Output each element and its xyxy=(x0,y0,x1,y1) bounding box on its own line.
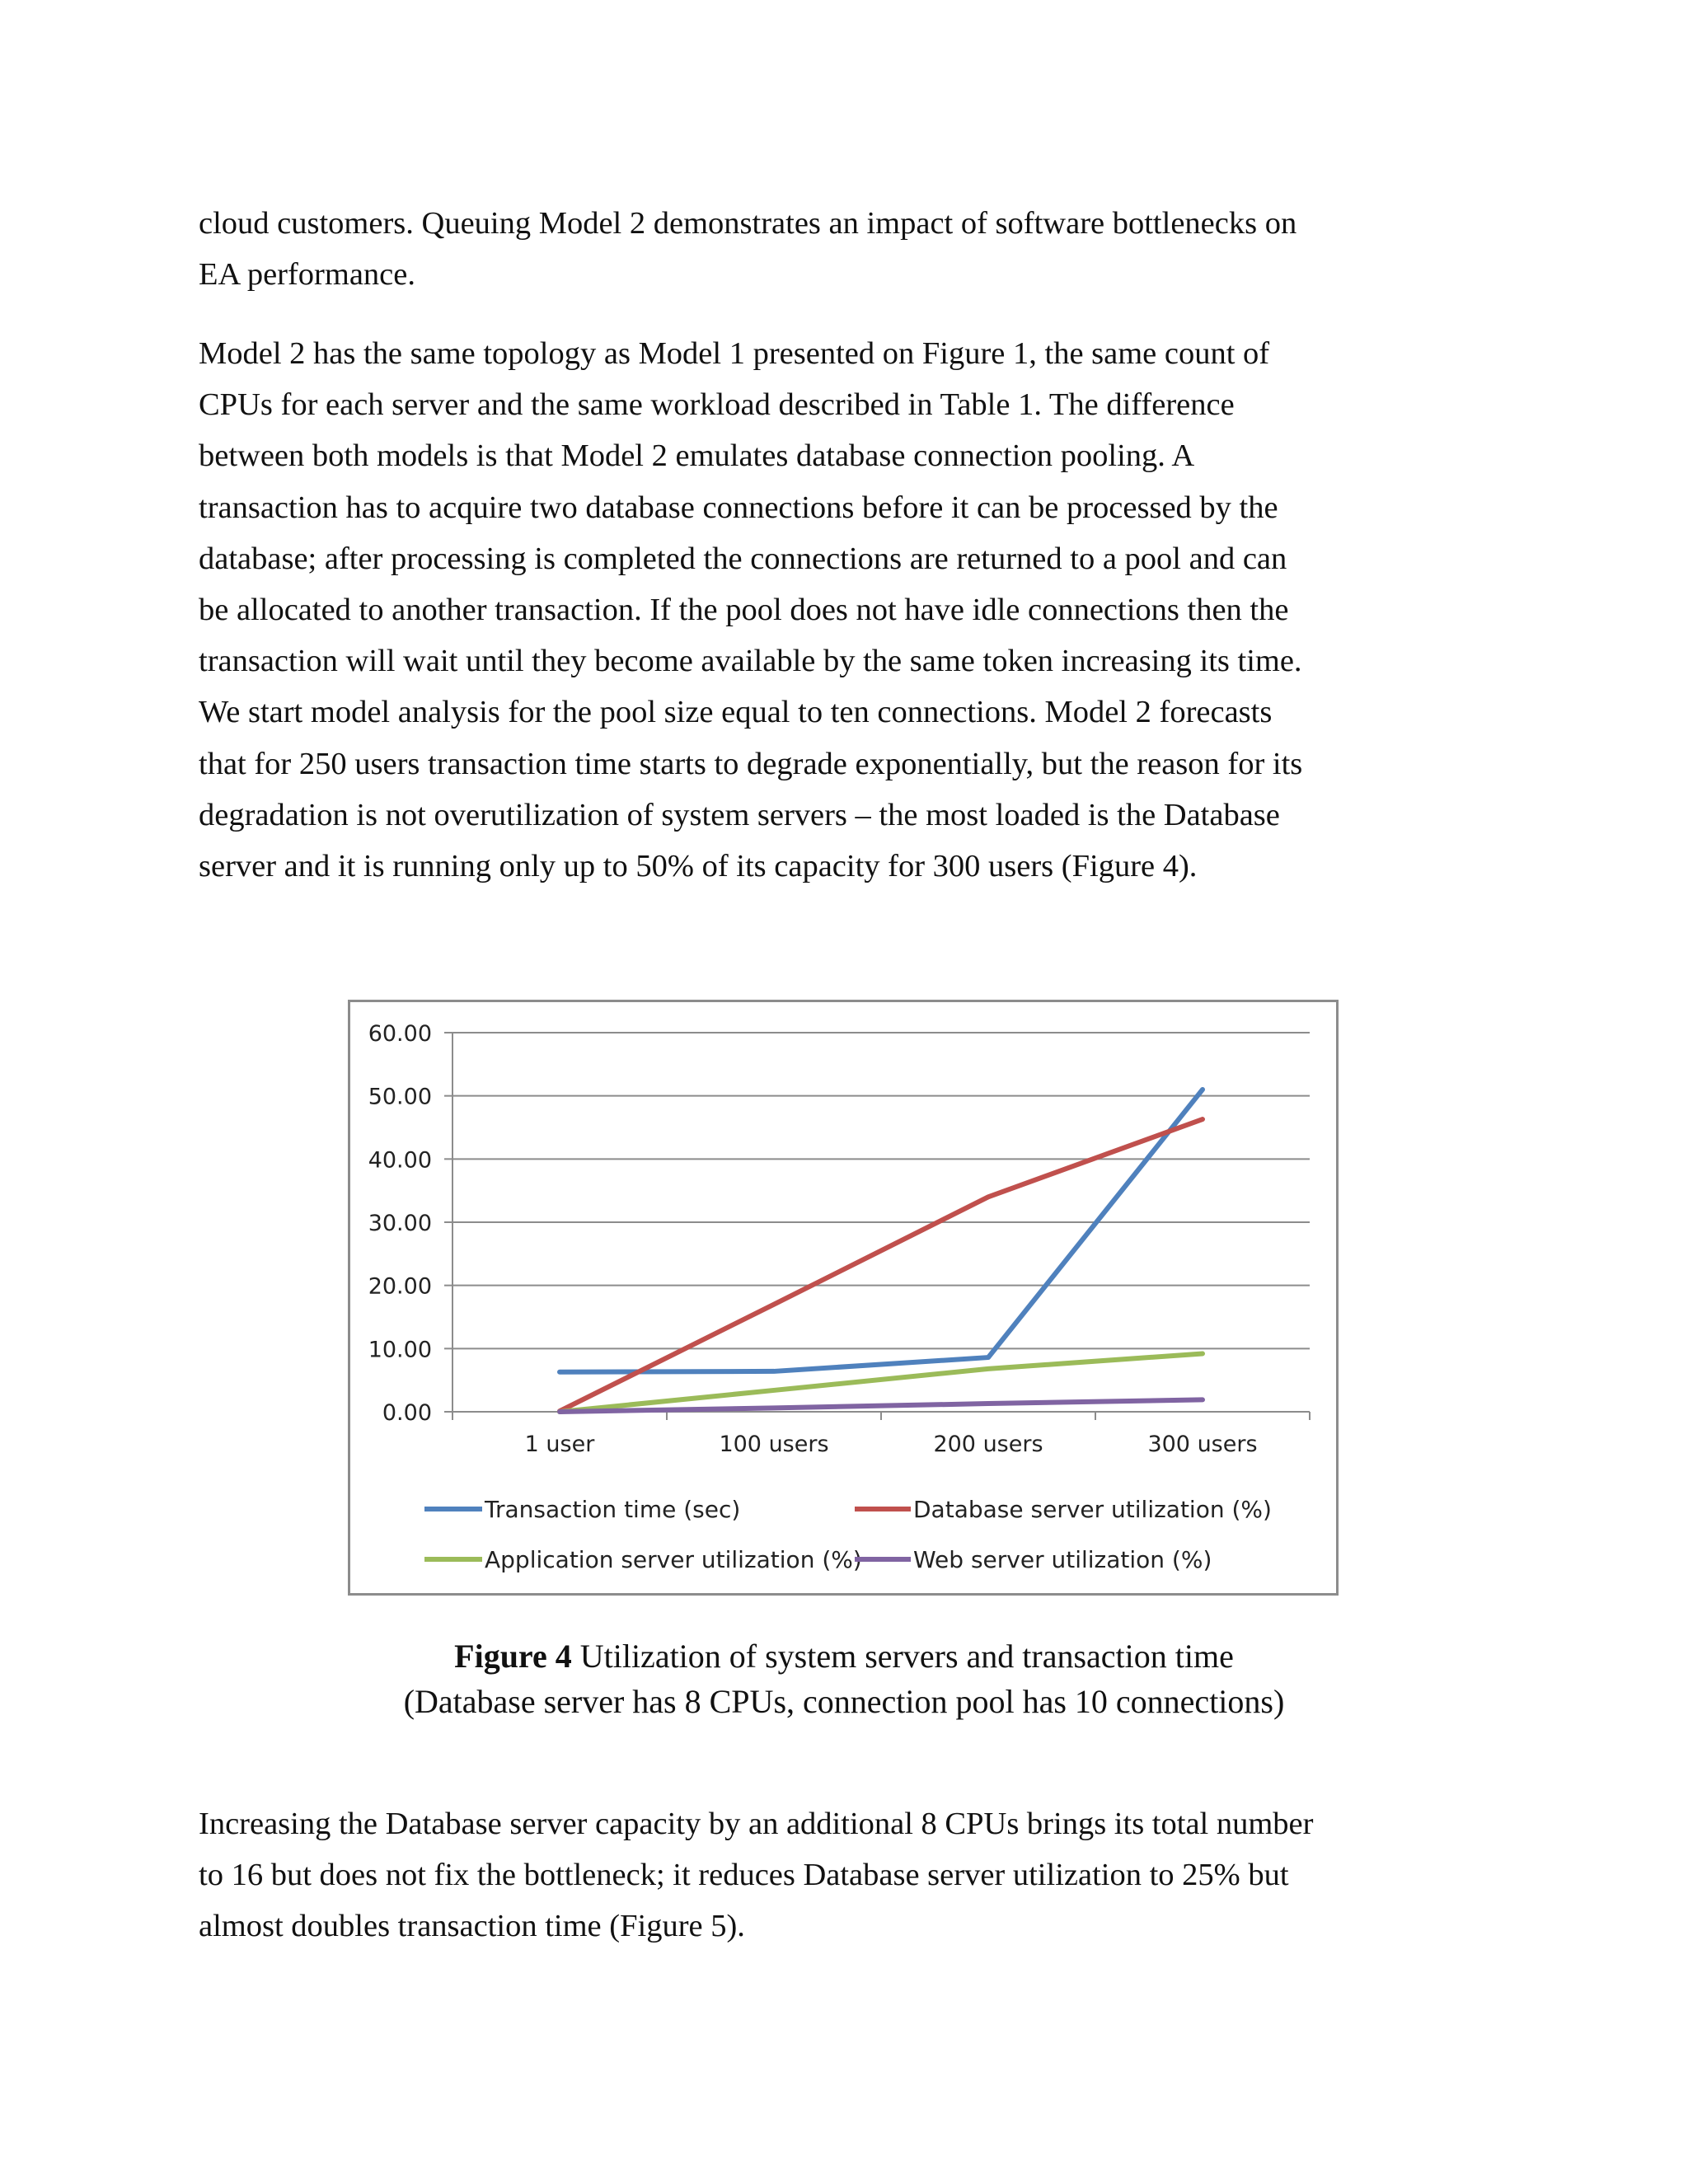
x-tick-label: 1 user xyxy=(524,1432,595,1457)
text-line: transaction has to acquire two database connections before it can be processed by the xyxy=(199,490,1278,525)
x-tick-label: 100 users xyxy=(719,1432,829,1457)
text-line: be allocated to another transaction. If the pool does not have idle connections then the xyxy=(199,593,1289,628)
text-line: almost doubles transaction time (Figure 5). xyxy=(199,1909,745,1944)
caption-line-1 xyxy=(247,1633,1441,1679)
legend-label: Application server utilization (%) xyxy=(485,1546,862,1573)
text-line: CPUs for each server and the same workload described in Table 1. The difference xyxy=(199,387,1235,423)
x-tick-label: 300 users xyxy=(1147,1432,1258,1457)
text-line: We start model analysis for the pool size equal to ten connections. Model 2 forecasts xyxy=(199,695,1273,730)
y-tick-label: 10.00 xyxy=(368,1337,432,1363)
legend-label: Transaction time (sec) xyxy=(485,1496,741,1523)
text-line: database; after processing is completed the connections are returned to a pool and can xyxy=(199,541,1287,576)
text-line: between both models is that Model 2 emulates database connection pooling. A xyxy=(199,438,1195,474)
caption-label: Figure 4 xyxy=(454,1638,572,1675)
text-line: Increasing the Database server capacity by an additional 8 CPUs brings its total number xyxy=(199,1807,1314,1841)
x-tick-label: 200 users xyxy=(933,1432,1043,1457)
y-tick-label: 0.00 xyxy=(382,1400,432,1426)
paragraph-3 xyxy=(199,1798,1517,1952)
paragraph-2 xyxy=(199,328,1517,892)
caption-text: Utilization of system servers and transaction time xyxy=(571,1638,1234,1675)
figure-4-chart xyxy=(348,1000,1339,1596)
legend-label: Web server utilization (%) xyxy=(913,1546,1212,1573)
text-line: server and it is running only up to 50% of its capacity for 300 users (Figure 4). xyxy=(199,849,1198,884)
text-line: transaction will wait until they become available by the same token increasing its time. xyxy=(199,644,1302,679)
y-tick-label: 30.00 xyxy=(368,1211,432,1236)
figure-caption xyxy=(247,1633,1441,1724)
series-line-2 xyxy=(560,1119,1203,1411)
y-tick-label: 20.00 xyxy=(368,1273,432,1300)
text-line: EA performance. xyxy=(199,257,415,293)
paragraph-1 xyxy=(199,198,1517,300)
text-line: cloud customers. Queuing Model 2 demonstrates an impact of software bottlenecks on xyxy=(199,206,1297,241)
series-line-1 xyxy=(560,1090,1203,1372)
y-tick-label: 40.00 xyxy=(368,1147,432,1174)
y-tick-label: 60.00 xyxy=(368,1021,432,1047)
text-line: Model 2 has the same topology as Model 1 presented on Figure 1, the same count of xyxy=(199,336,1270,371)
caption-line-2: (Database server has 8 CPUs, connection pool has 10 connections) xyxy=(403,1683,1285,1720)
text-line: degradation is not overutilization of system servers – the most loaded is the Database xyxy=(199,797,1280,832)
line-chart xyxy=(350,1002,1336,1593)
y-tick-label: 50.00 xyxy=(368,1084,432,1110)
text-line: to 16 but does not fix the bottleneck; it reduces Database server utilization to 25% but xyxy=(199,1858,1289,1893)
legend-label: Database server utilization (%) xyxy=(913,1496,1272,1523)
text-line: that for 250 users transaction time starts to degrade exponentially, but the reason for its xyxy=(199,746,1303,781)
